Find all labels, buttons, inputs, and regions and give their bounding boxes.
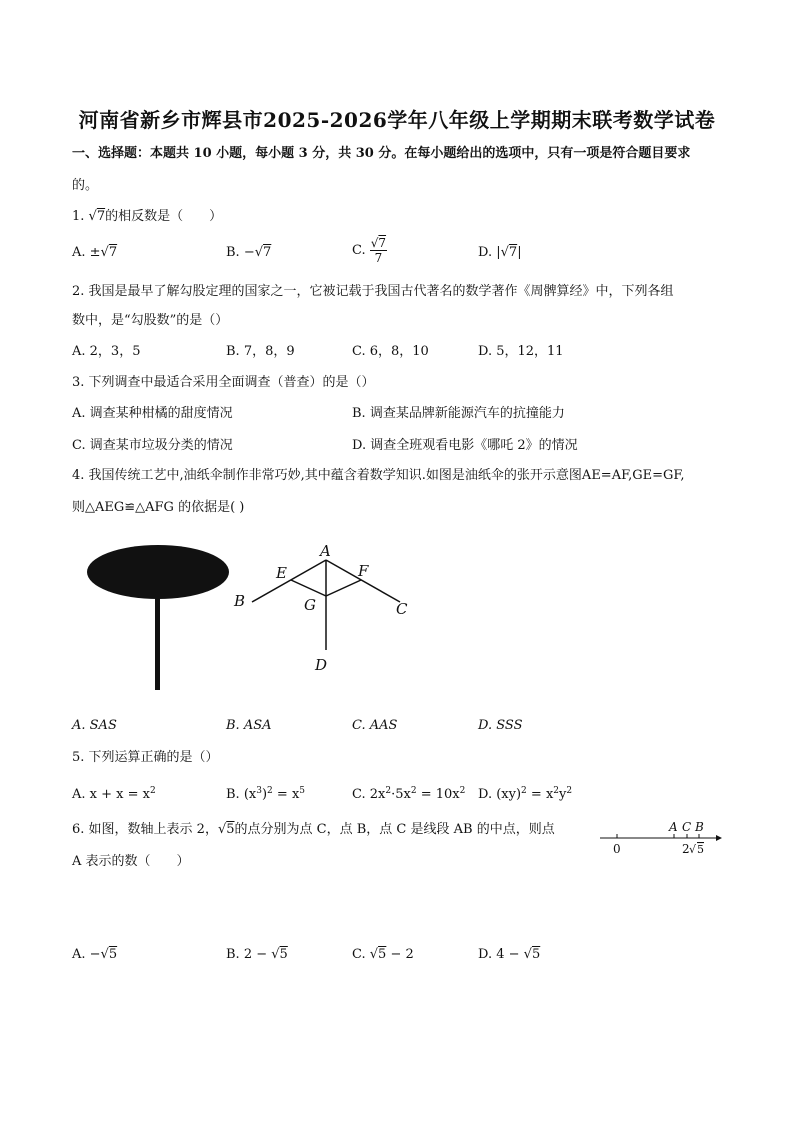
- section-heading: 一、选择题：本题共 10 小题，每小题 3 分，共 30 分。在每小题给出的选项中，只有一项是符合题目要求: [72, 146, 691, 161]
- axis-arrow: [716, 835, 722, 841]
- q2-option-a: A. 2，3，5: [72, 344, 141, 359]
- q6-text-b: 的点分别为点 C，点 B，点 C 是线段 AB 的中点，则点: [234, 822, 555, 837]
- q1-number: 1.: [72, 209, 89, 224]
- exponent: 2: [566, 786, 573, 796]
- point-label-b: B: [695, 820, 704, 834]
- question-2-cont: 数中，是“勾股数”的是（）: [72, 313, 229, 328]
- question-6-cont: A 表示的数（ ）: [72, 854, 190, 869]
- umbrella-diagram: [252, 560, 400, 650]
- q5-option-a-label: A. x + x = x: [72, 787, 150, 802]
- q1-option-c-label: C.: [352, 243, 370, 258]
- q1-option-d-tail: |: [517, 245, 522, 260]
- q6-option-b-label: B. 2 −: [226, 947, 272, 962]
- q5-option-b-label: B. (x: [226, 787, 257, 802]
- umbrella-figure: [82, 538, 422, 698]
- q6-option-d: D. 4 − √5: [478, 947, 541, 962]
- umbrella-handle: [155, 596, 160, 690]
- q2-option-c: C. 6，8，10: [352, 344, 429, 359]
- line-fg: [326, 580, 361, 596]
- q6-option-a-rad: 5: [108, 947, 118, 962]
- exponent: 3: [256, 786, 262, 796]
- section-heading-cont: 的。: [72, 178, 99, 193]
- q5-option-c-tail: = 10x: [416, 787, 460, 802]
- label-c: C: [396, 600, 408, 618]
- exponent: 5: [299, 786, 306, 796]
- tick-label-root: 5: [697, 843, 704, 856]
- sqrt-symbol: √: [689, 843, 697, 856]
- point-label-a: A: [669, 820, 678, 834]
- q5-option-b-mid: ): [261, 787, 268, 802]
- q1-option-b-rad: 7: [263, 245, 272, 260]
- q6-option-b-rad: 5: [279, 947, 288, 962]
- exponent: 2: [410, 786, 417, 796]
- q5-option-c-mid: ·5x: [391, 787, 411, 802]
- exponent: 2: [553, 786, 560, 796]
- q1-option-a-label: A. ±: [72, 245, 101, 260]
- q3-option-d: D. 调查全班观看电影《哪吒 2》的情况: [352, 438, 578, 453]
- tick-label-zero: 0: [613, 842, 621, 856]
- q6-radicand: 5: [226, 822, 235, 837]
- umbrella-canopy: [87, 545, 229, 599]
- tick-label-two: 2: [682, 842, 690, 856]
- point-label-c: C: [682, 820, 692, 834]
- q4-option-d: D. SSS: [478, 718, 523, 733]
- q4-option-a: A. SAS: [72, 718, 117, 733]
- question-3: 3. 下列调查中最适合采用全面调查（普查）的是（）: [72, 375, 375, 390]
- q6-option-d-label: D. 4 −: [478, 947, 524, 962]
- q1-option-b-label: B. −: [226, 245, 255, 260]
- page-title: 河南省新乡市辉县市2025-2026学年八年级上学期期末联考数学试卷: [78, 108, 716, 132]
- q6-option-a-label: A. −: [72, 947, 101, 962]
- question-2: 2. 我国是最早了解勾股定理的国家之一，它被记载于我国古代著名的数学著作《周髀算经》中，下列各组: [72, 284, 674, 299]
- q5-option-d-tail: y: [559, 787, 567, 802]
- q6-text-a: 6. 如图，数轴上表示 2，: [72, 822, 218, 837]
- q1-option-c-den: 7: [374, 251, 383, 265]
- q1-option-d-label: D. |: [478, 245, 501, 260]
- sqrt-symbol: √7: [88, 209, 106, 224]
- q1-option-b: B. −√7: [226, 245, 272, 260]
- question-1: [72, 207, 222, 227]
- label-d: D: [315, 656, 328, 674]
- q3-option-a: A. 调查某种柑橘的甜度情况: [72, 406, 233, 421]
- q6-option-d-rad: 5: [531, 947, 541, 962]
- exponent: 2: [521, 786, 527, 796]
- q5-option-d: [478, 785, 572, 805]
- q1-option-d: D. |√7|: [478, 245, 522, 260]
- question-6: 6. 如图，数轴上表示 2，√5的点分别为点 C，点 B，点 C 是线段 AB 的中点，则点: [72, 822, 555, 837]
- number-line-figure: [598, 818, 724, 860]
- exponent: 2: [385, 786, 392, 796]
- q1-option-c: [352, 236, 387, 265]
- question-4: 4. 我国传统工艺中,油纸伞制作非常巧妙,其中蕴含着数学知识.如图是油纸伞的张开示意图AE=AF,GE=GF,: [72, 468, 685, 483]
- label-g: G: [304, 596, 316, 614]
- q2-option-b: B. 7，8，9: [226, 344, 295, 359]
- q6-option-b: B. 2 − √5: [226, 947, 288, 962]
- fraction: $\frac{√7}{7}$: [370, 236, 387, 265]
- q5-option-a: [72, 785, 156, 805]
- exponent: 2: [149, 786, 156, 796]
- label-f: F: [358, 562, 369, 580]
- q1-radicand: 7: [96, 209, 106, 224]
- q6-option-c: C. √5 − 2: [352, 947, 414, 962]
- label-a: A: [320, 542, 331, 560]
- q6-option-c-tail: − 2: [386, 947, 414, 962]
- q3-option-b: B. 调查某品牌新能源汽车的抗撞能力: [352, 406, 565, 421]
- q6-option-a: A. −√5: [72, 947, 118, 962]
- q6-option-c-rad: 5: [378, 947, 387, 962]
- q5-option-c: [352, 785, 465, 805]
- q5-option-b: [226, 785, 305, 805]
- q5-option-c-label: C. 2x: [352, 787, 386, 802]
- q1-option-a-rad: 7: [108, 245, 118, 260]
- q1-text: 的相反数是（ ）: [105, 209, 223, 224]
- exponent: 2: [267, 786, 273, 796]
- q5-option-b-tail: = x: [272, 787, 300, 802]
- q1-option-d-rad: 7: [508, 245, 518, 260]
- q4-option-b: B. ASA: [226, 718, 272, 733]
- line-eg: [291, 580, 326, 596]
- q1-option-a: A. ±√7: [72, 245, 118, 260]
- label-e: E: [276, 564, 287, 582]
- q3-option-c: C. 调查某市垃圾分类的情况: [72, 438, 233, 453]
- q1-option-c-rad: 7: [378, 236, 387, 250]
- question-4-cont: 则△AEG≌△AFG 的依据是( ): [72, 500, 245, 515]
- exponent: 2: [459, 786, 466, 796]
- q4-option-c: C. AAS: [352, 718, 398, 733]
- question-5: 5. 下列运算正确的是（）: [72, 750, 219, 765]
- q6-option-c-label: C.: [352, 947, 370, 962]
- label-b: B: [234, 592, 246, 610]
- q2-option-d: D. 5，12，11: [478, 344, 564, 359]
- q5-option-d-mid: = x: [526, 787, 554, 802]
- q5-option-d-label: D. (xy): [478, 787, 522, 802]
